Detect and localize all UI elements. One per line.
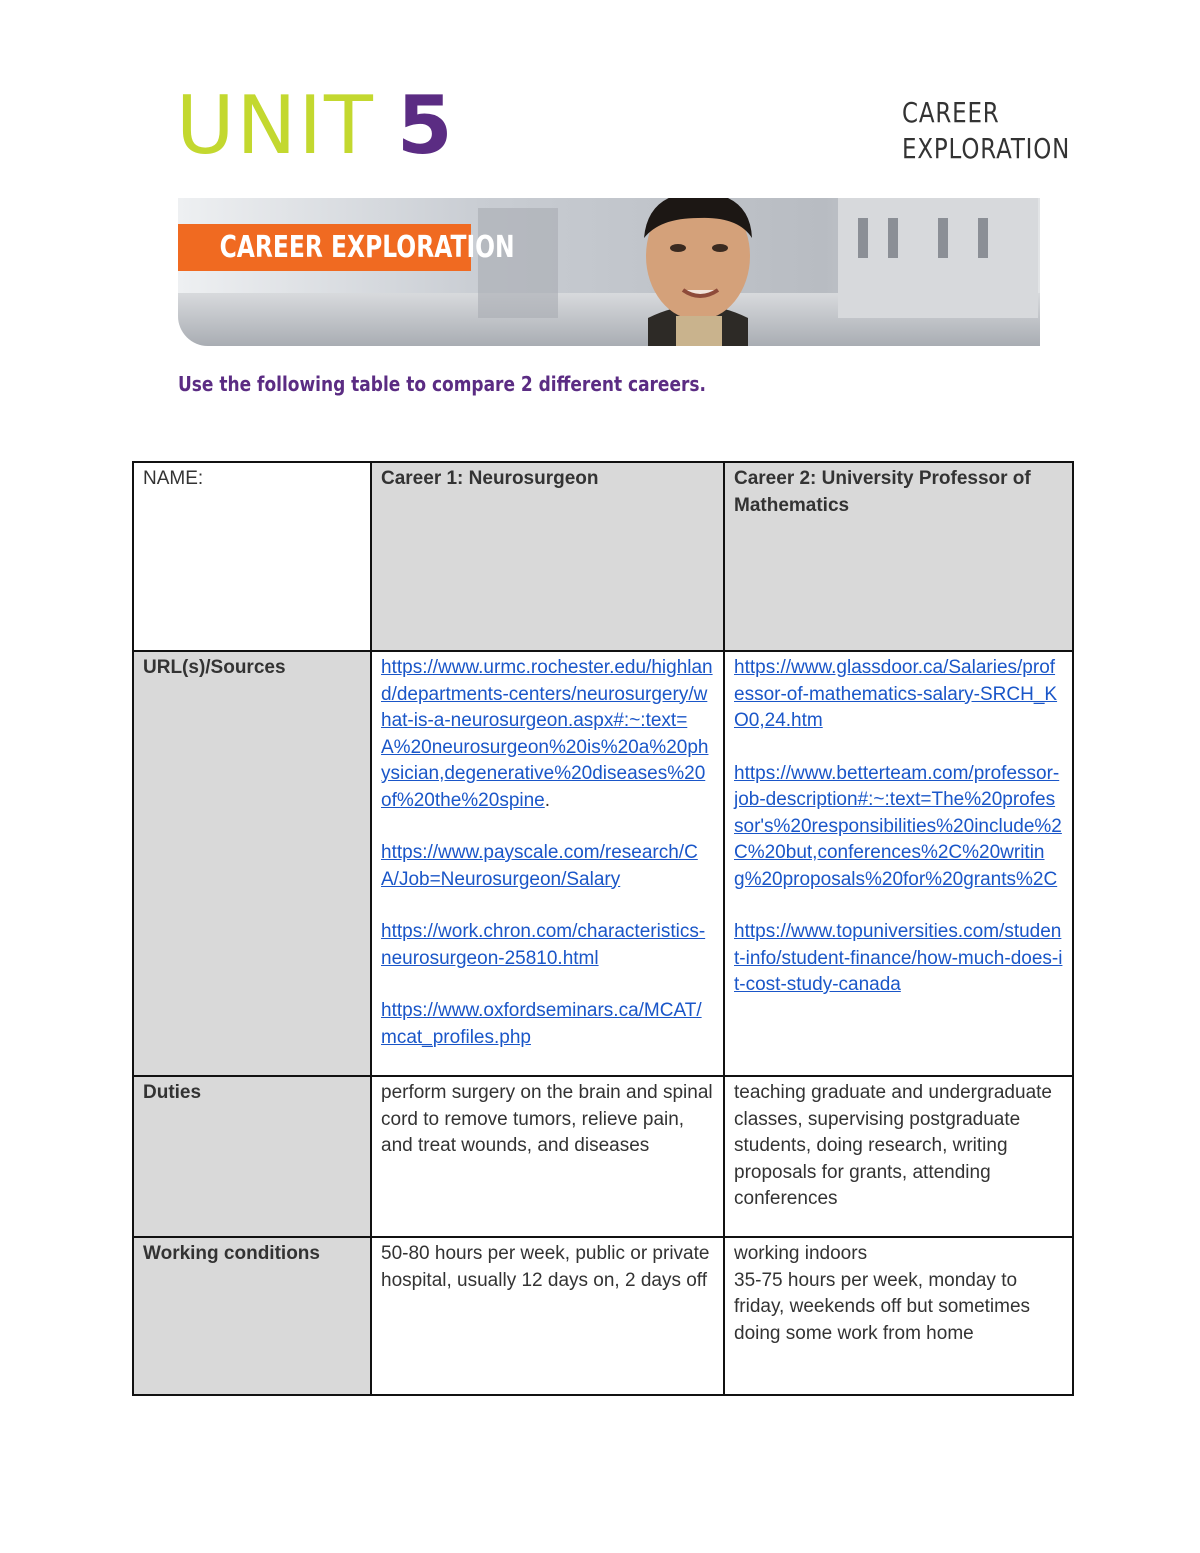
source-link[interactable]: https://work.chron.com/characteristics-neurosurgeon-25810.html [381,921,706,969]
source-period: . [544,789,551,811]
source-link[interactable]: https://www.glassdoor.ca/Salaries/professor-of-mathematics-salary-SRCH_KO0,24.htm [734,657,1058,731]
source-link[interactable]: https://www.topuniversities.com/student-info/student-finance/how-much-does-it-cost-study-canada [734,921,1063,995]
table-row [133,651,1073,1076]
source-link[interactable]: https://www.payscale.com/research/CA/Job=Neurosurgeon/Salary [381,842,698,890]
table-row [133,1076,1073,1237]
career2-working-conditions [724,1237,1073,1395]
table-header-row [133,462,1073,651]
banner-photo [178,198,1040,346]
source-link[interactable]: https://www.oxfordseminars.ca/MCAT/mcat_profiles.php [381,1000,702,1048]
career2-working-conditions-line2: 35-75 hours per week, monday to friday, weekends off but sometimes doing some work from home [734,1269,1031,1344]
unit-number: 5 [396,79,455,172]
row-label-working-conditions: Working conditions [133,1237,371,1395]
header-subject-line1: CAREER [902,96,1000,129]
name-field[interactable]: NAME: [133,462,371,651]
row-label-duties: Duties [133,1076,371,1237]
career1-sources [371,651,724,1076]
career2-duties: teaching graduate and undergraduate classes, supervising postgraduate students, doing research, writing proposals for grants, attending conferences [724,1076,1073,1237]
table-row [133,1237,1073,1395]
row-label-sources: URL(s)/Sources [133,651,371,1076]
career2-sources [724,651,1073,1076]
career2-title: Career 2: University Professor of Mathematics [724,462,1073,651]
career2-working-conditions-line1: working indoors [734,1243,868,1264]
banner-label-text: CAREER EXPLORATION [219,230,515,265]
unit-word: UNIT [176,79,375,172]
unit-title [176,79,455,172]
career1-title: Career 1: Neurosurgeon [371,462,724,651]
banner-label [178,224,515,271]
source-link[interactable]: https://www.urmc.rochester.edu/highland/departments-centers/neurosurgery/what-is-a-neurosurgeon.aspx#:~:text=A%20neurosurgeon%20is%20a%20physician,degenerative%20diseases%20of%20the%20spine [381,657,713,811]
career1-duties: perform surgery on the brain and spinal cord to remove tumors, relieve pain, and treat wounds, and diseases [371,1076,724,1237]
career1-working-conditions: 50-80 hours per week, public or private hospital, usually 12 days on, 2 days off [371,1237,724,1395]
source-link[interactable]: https://www.betterteam.com/professor-job-description#:~:text=The%20professor's%20responsibilities%20include%2C%20but,conferences%2C%20writing%20proposals%20for%20grants%2C [734,762,1062,890]
career-comparison-table [132,461,1074,1396]
header-subject-line2: EXPLORATION [902,132,1071,165]
instruction-text: Use the following table to compare 2 different careers. [178,372,706,396]
header-subject [902,95,1070,167]
career-exploration-banner [178,198,1040,346]
